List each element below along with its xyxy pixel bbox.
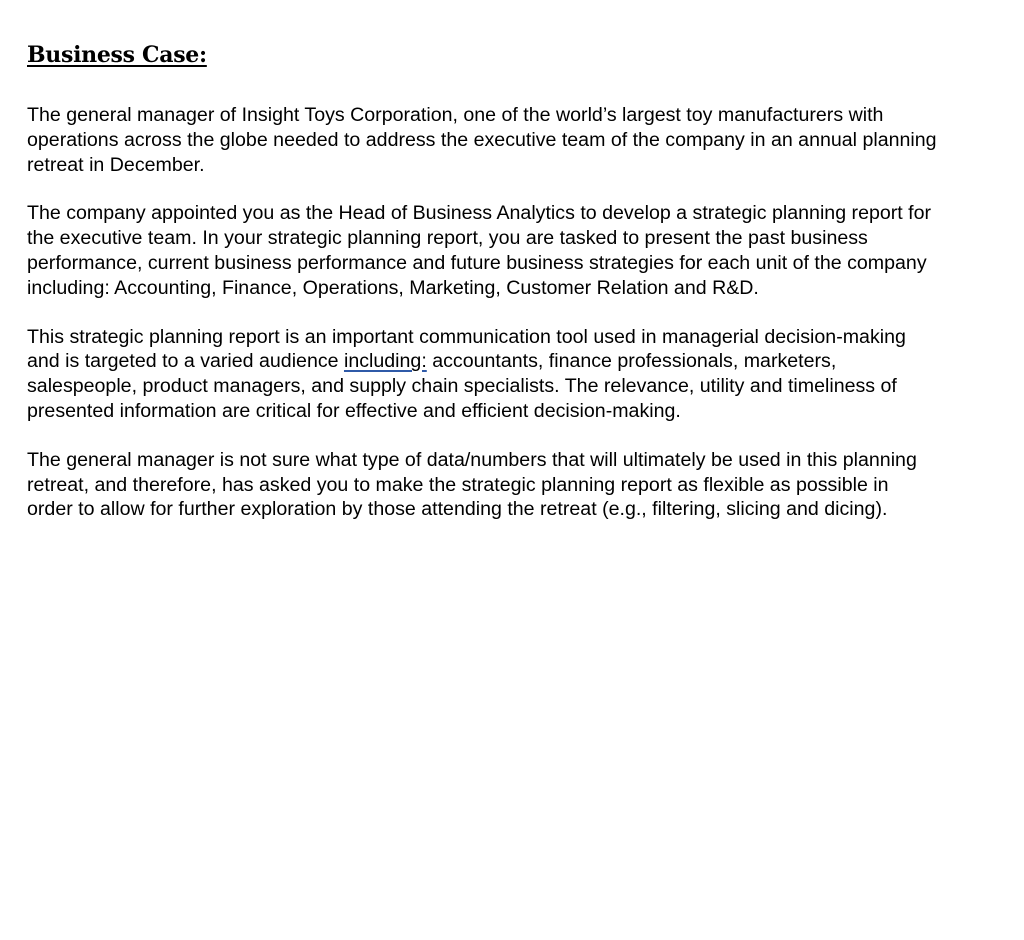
paragraph-3-text-before: This strategic planning report is an important communication tool used in managerial decision-making and is targeted to a varied audience	[27, 325, 906, 373]
grammar-flagged-word[interactable]: including:	[343, 350, 427, 373]
heading: Business Case:	[27, 42, 207, 68]
paragraph-1: The general manager of Insight Toys Corporation, one of the world’s largest toy manufacturers with operations across the globe needed to address the executive team of the company in an annual planning retreat in December.	[27, 104, 937, 176]
paragraph-4: The general manager is not sure what type of data/numbers that will ultimately be used in this planning retreat, and therefore, has asked you to make the strategic planning report as flexible as possible in order to allow for further exploration by those attending the retreat (e.g., filtering, slicing and dicing).	[27, 448, 917, 521]
paragraph-3-text-after: accountants, finance professionals, marketers, salespeople, product managers, and supply chain specialists. The relevance, utility and timeliness of presented information are critical for effective and efficient decision-making.	[27, 350, 897, 422]
paragraph-3	[27, 325, 937, 424]
document-body	[27, 40, 937, 546]
paragraph-2: The company appointed you as the Head of Business Analytics to develop a strategic planning report for the executive team. In your strategic planning report, you are tasked to present the past business performance, current business performance and future business strategies for each unit of the company including: Accounting, Finance, Operations, Marketing, Customer Relation and R&D.	[27, 202, 932, 299]
